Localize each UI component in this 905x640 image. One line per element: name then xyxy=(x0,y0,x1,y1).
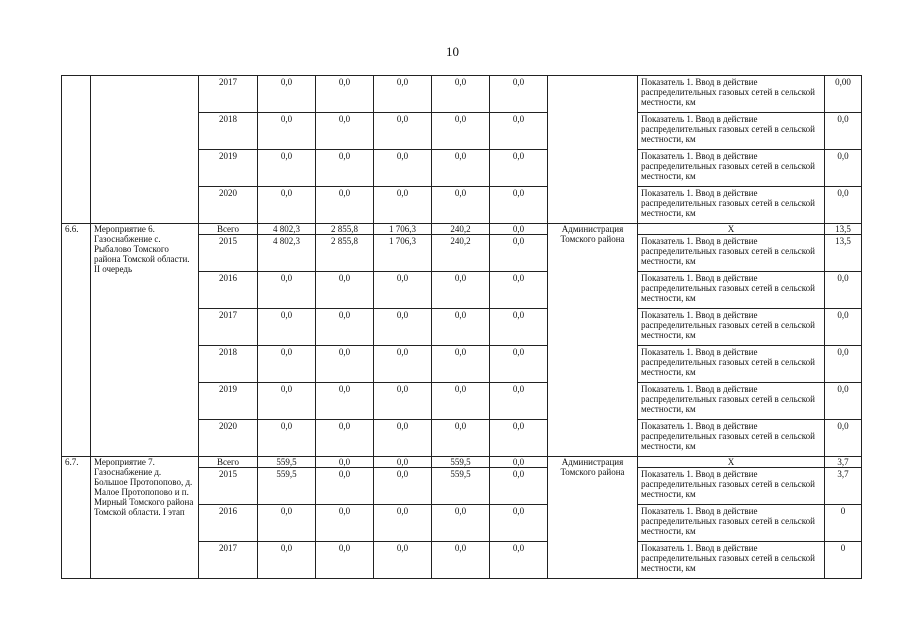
total-funding-cell: 0,0 xyxy=(258,542,316,579)
regional-funding-cell: 0,0 xyxy=(374,346,432,383)
federal-funding-cell: 0,0 xyxy=(316,383,374,420)
federal-funding-cell: 0,0 xyxy=(316,457,374,468)
regional-funding-cell: 0,0 xyxy=(374,76,432,113)
indicator-value-cell: 0,0 xyxy=(825,187,862,224)
local-funding-cell: 559,5 xyxy=(432,468,490,505)
year-cell: 2020 xyxy=(199,420,258,457)
regional-funding-cell: 0,0 xyxy=(374,457,432,468)
year-cell: Всего xyxy=(199,224,258,235)
extra-funding-cell: 0,0 xyxy=(490,383,548,420)
executor-cell xyxy=(548,76,638,224)
indicator-value-cell: 3,7 xyxy=(825,457,862,468)
executor-cell: Администрация Томского района xyxy=(548,457,638,579)
indicator-cell: Показатель 1. Ввод в действие распределительных газовых сетей в сельской местности, км xyxy=(638,272,825,309)
extra-funding-cell: 0,0 xyxy=(490,113,548,150)
indicator-cell: Показатель 1. Ввод в действие распределительных газовых сетей в сельской местности, км xyxy=(638,383,825,420)
regional-funding-cell: 0,0 xyxy=(374,150,432,187)
local-funding-cell: 0,0 xyxy=(432,272,490,309)
indicator-value-cell: 0,0 xyxy=(825,272,862,309)
table-row xyxy=(62,224,862,235)
extra-funding-cell: 0,0 xyxy=(490,505,548,542)
federal-funding-cell: 0,0 xyxy=(316,468,374,505)
total-funding-cell: 0,0 xyxy=(258,187,316,224)
extra-funding-cell: 0,0 xyxy=(490,150,548,187)
extra-funding-cell: 0,0 xyxy=(490,468,548,505)
local-funding-cell: 0,0 xyxy=(432,76,490,113)
local-funding-cell: 0,0 xyxy=(432,383,490,420)
indicator-cell: Показатель 1. Ввод в действие распределительных газовых сетей в сельской местности, км xyxy=(638,150,825,187)
extra-funding-cell: 0,0 xyxy=(490,309,548,346)
federal-funding-cell: 0,0 xyxy=(316,187,374,224)
regional-funding-cell: 0,0 xyxy=(374,505,432,542)
indicator-value-cell: 0,0 xyxy=(825,309,862,346)
local-funding-cell: 0,0 xyxy=(432,150,490,187)
indicator-value-cell: 3,7 xyxy=(825,468,862,505)
indicator-cell: Показатель 1. Ввод в действие распределительных газовых сетей в сельской местности, км xyxy=(638,187,825,224)
regional-funding-cell: 0,0 xyxy=(374,272,432,309)
local-funding-cell: 0,0 xyxy=(432,346,490,383)
table-row xyxy=(62,457,862,468)
federal-funding-cell: 0,0 xyxy=(316,113,374,150)
federal-funding-cell: 0,0 xyxy=(316,150,374,187)
year-cell: 2019 xyxy=(199,150,258,187)
federal-funding-cell: 0,0 xyxy=(316,272,374,309)
measure-number: 6.7. xyxy=(62,457,91,579)
total-funding-cell: 0,0 xyxy=(258,272,316,309)
federal-funding-cell: 0,0 xyxy=(316,542,374,579)
regional-funding-cell: 0,0 xyxy=(374,468,432,505)
year-cell: 2017 xyxy=(199,542,258,579)
measure-name xyxy=(91,76,199,224)
indicator-cell: Показатель 1. Ввод в действие распределительных газовых сетей в сельской местности, км xyxy=(638,468,825,505)
year-cell: 2016 xyxy=(199,272,258,309)
indicator-cell: Показатель 1. Ввод в действие распределительных газовых сетей в сельской местности, км xyxy=(638,76,825,113)
year-cell: 2020 xyxy=(199,187,258,224)
year-cell: 2016 xyxy=(199,505,258,542)
indicator-cell: Показатель 1. Ввод в действие распределительных газовых сетей в сельской местности, км xyxy=(638,542,825,579)
indicator-value-cell: 0,0 xyxy=(825,150,862,187)
indicator-cell: Показатель 1. Ввод в действие распределительных газовых сетей в сельской местности, км xyxy=(638,235,825,272)
table-row xyxy=(62,76,862,113)
total-funding-cell: 0,0 xyxy=(258,346,316,383)
measure-name: Мероприятие 6. Газоснабжение с. Рыбалово Томского района Томской области. II очередь xyxy=(91,224,199,457)
regional-funding-cell: 0,0 xyxy=(374,187,432,224)
page-number: 10 xyxy=(446,44,459,59)
indicator-value-cell: 0,0 xyxy=(825,346,862,383)
federal-funding-cell: 0,0 xyxy=(316,346,374,383)
total-funding-cell: 0,0 xyxy=(258,505,316,542)
extra-funding-cell: 0,0 xyxy=(490,457,548,468)
indicator-value-cell: 0 xyxy=(825,505,862,542)
federal-funding-cell: 0,0 xyxy=(316,76,374,113)
year-cell: 2015 xyxy=(199,468,258,505)
year-cell: 2018 xyxy=(199,113,258,150)
extra-funding-cell: 0,0 xyxy=(490,542,548,579)
local-funding-cell: 0,0 xyxy=(432,113,490,150)
indicator-cell: Х xyxy=(638,224,825,235)
total-funding-cell: 559,5 xyxy=(258,457,316,468)
year-cell: Всего xyxy=(199,457,258,468)
extra-funding-cell: 0,0 xyxy=(490,346,548,383)
local-funding-cell: 0,0 xyxy=(432,505,490,542)
indicator-value-cell: 0,00 xyxy=(825,76,862,113)
extra-funding-cell: 0,0 xyxy=(490,76,548,113)
total-funding-cell: 0,0 xyxy=(258,76,316,113)
extra-funding-cell: 0,0 xyxy=(490,420,548,457)
indicator-value-cell: 0,0 xyxy=(825,383,862,420)
extra-funding-cell: 0,0 xyxy=(490,272,548,309)
indicator-cell: Показатель 1. Ввод в действие распределительных газовых сетей в сельской местности, км xyxy=(638,113,825,150)
total-funding-cell: 4 802,3 xyxy=(258,235,316,272)
year-cell: 2019 xyxy=(199,383,258,420)
regional-funding-cell: 0,0 xyxy=(374,420,432,457)
indicator-value-cell: 13,5 xyxy=(825,235,862,272)
local-funding-cell: 559,5 xyxy=(432,457,490,468)
regional-funding-cell: 0,0 xyxy=(374,383,432,420)
measure-number: 6.6. xyxy=(62,224,91,457)
regional-funding-cell: 0,0 xyxy=(374,542,432,579)
federal-funding-cell: 2 855,8 xyxy=(316,224,374,235)
local-funding-cell: 240,2 xyxy=(432,224,490,235)
indicator-cell: Показатель 1. Ввод в действие распределительных газовых сетей в сельской местности, км xyxy=(638,309,825,346)
local-funding-cell: 0,0 xyxy=(432,420,490,457)
measure-number xyxy=(62,76,91,224)
year-cell: 2017 xyxy=(199,76,258,113)
table-body xyxy=(62,76,862,579)
total-funding-cell: 0,0 xyxy=(258,150,316,187)
total-funding-cell: 0,0 xyxy=(258,309,316,346)
federal-funding-cell: 0,0 xyxy=(316,505,374,542)
local-funding-cell: 0,0 xyxy=(432,309,490,346)
federal-funding-cell: 0,0 xyxy=(316,420,374,457)
indicator-value-cell: 0 xyxy=(825,542,862,579)
year-cell: 2015 xyxy=(199,235,258,272)
indicator-value-cell: 0,0 xyxy=(825,113,862,150)
year-cell: 2018 xyxy=(199,346,258,383)
federal-funding-cell: 2 855,8 xyxy=(316,235,374,272)
measure-name: Мероприятие 7. Газоснабжение д. Большое Протопопово, д. Малое Протопопово и п. Мирный Томского района Томской области. I этап xyxy=(91,457,199,579)
federal-funding-cell: 0,0 xyxy=(316,309,374,346)
local-funding-cell: 0,0 xyxy=(432,542,490,579)
total-funding-cell: 0,0 xyxy=(258,113,316,150)
indicator-value-cell: 0,0 xyxy=(825,420,862,457)
indicator-cell: Показатель 1. Ввод в действие распределительных газовых сетей в сельской местности, км xyxy=(638,420,825,457)
indicator-cell: Показатель 1. Ввод в действие распределительных газовых сетей в сельской местности, км xyxy=(638,505,825,542)
indicator-cell: Х xyxy=(638,457,825,468)
total-funding-cell: 0,0 xyxy=(258,420,316,457)
indicator-cell: Показатель 1. Ввод в действие распределительных газовых сетей в сельской местности, км xyxy=(638,346,825,383)
extra-funding-cell: 0,0 xyxy=(490,224,548,235)
regional-funding-cell: 0,0 xyxy=(374,309,432,346)
total-funding-cell: 0,0 xyxy=(258,383,316,420)
regional-funding-cell: 0,0 xyxy=(374,113,432,150)
total-funding-cell: 559,5 xyxy=(258,468,316,505)
year-cell: 2017 xyxy=(199,309,258,346)
executor-cell: Администрация Томского района xyxy=(548,224,638,457)
local-funding-cell: 0,0 xyxy=(432,187,490,224)
total-funding-cell: 4 802,3 xyxy=(258,224,316,235)
regional-funding-cell: 1 706,3 xyxy=(374,235,432,272)
extra-funding-cell: 0,0 xyxy=(490,235,548,272)
local-funding-cell: 240,2 xyxy=(432,235,490,272)
measures-table xyxy=(61,75,862,579)
extra-funding-cell: 0,0 xyxy=(490,187,548,224)
indicator-value-cell: 13,5 xyxy=(825,224,862,235)
regional-funding-cell: 1 706,3 xyxy=(374,224,432,235)
